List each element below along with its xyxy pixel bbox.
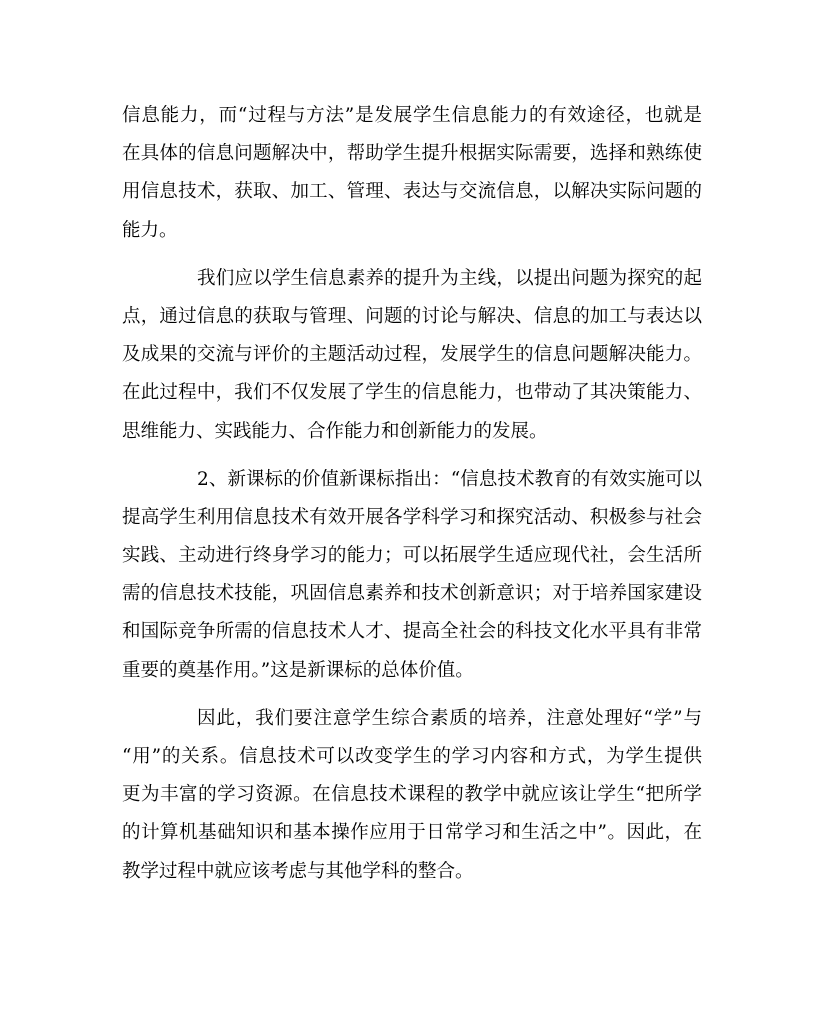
paragraph-1	[122, 97, 702, 250]
paragraph-spacer	[122, 690, 702, 700]
paragraph-line: “用”的关系。信息技术可以改变学生的学习内容和方式，为学生提供	[122, 746, 702, 767]
paragraph-line: 需的信息技术技能，巩固信息素养和技术创新意识；对于培养国家建设	[122, 583, 702, 605]
paragraph-line: 2、新课标的价值新课标指出：“信息技术教育的有效实施可以	[197, 468, 702, 490]
paragraph-line: 用信息技术，获取、加工、管理、表达与交流信息，以解决实际问题的	[122, 181, 702, 203]
document-body	[122, 97, 702, 891]
paragraph-spacer	[122, 451, 702, 461]
paragraph-line: 重要的奠基作用。”这是新课标的总体价值。	[122, 659, 474, 681]
paragraph-line: 因此，我们要注意学生综合素质的培养，注意处理好“学”与	[197, 707, 702, 729]
paragraph-line: 思维能力、实践能力、合作能力和创新能力的发展。	[122, 420, 548, 442]
paragraph-2	[122, 260, 702, 451]
paragraph-line: 实践、主动进行终身学习的能力；可以拓展学生适应现代社，会生活所	[122, 545, 702, 567]
paragraph-line: 点，通过信息的获取与管理、问题的讨论与解决、信息的加工与表达以	[122, 305, 702, 327]
paragraph-line: 提高学生利用信息技术有效开展各学科学习和探究活动、积极参与社会	[122, 506, 702, 528]
paragraph-spacer	[122, 250, 702, 260]
paragraph-line: 及成果的交流与评价的主题活动过程，发展学生的信息问题解决能力。	[122, 344, 702, 366]
paragraph-line: 和国际竞争所需的信息技术人才、提高全社会的科技文化水平具有非常	[122, 621, 702, 643]
paragraph-line: 我们应以学生信息素养的提升为主线，以提出问题为探究的起	[197, 267, 702, 289]
paragraph-line: 更为丰富的学习资源。在信息技术课程的教学中就应该让学生“把所学	[122, 784, 702, 806]
paragraph-line: 在具体的信息问题解决中，帮助学生提升根据实际需要，选择和熟练使	[122, 143, 702, 165]
paragraph-line: 教学过程中就应该考虑与其他学科的整合。	[122, 860, 474, 882]
paragraph-4	[122, 700, 702, 891]
paragraph-line: 能力。	[122, 219, 178, 241]
paragraph-line: 的计算机基础知识和基本操作应用于日常学习和生活之中”。因此，在	[122, 822, 702, 844]
paragraph-line: 信息能力，而“过程与方法”是发展学生信息能力的有效途径，也就是	[122, 105, 702, 126]
paragraph-line: 在此过程中，我们不仅发展了学生的信息能力，也带动了其决策能力、	[122, 382, 702, 404]
paragraph-3	[122, 461, 702, 690]
